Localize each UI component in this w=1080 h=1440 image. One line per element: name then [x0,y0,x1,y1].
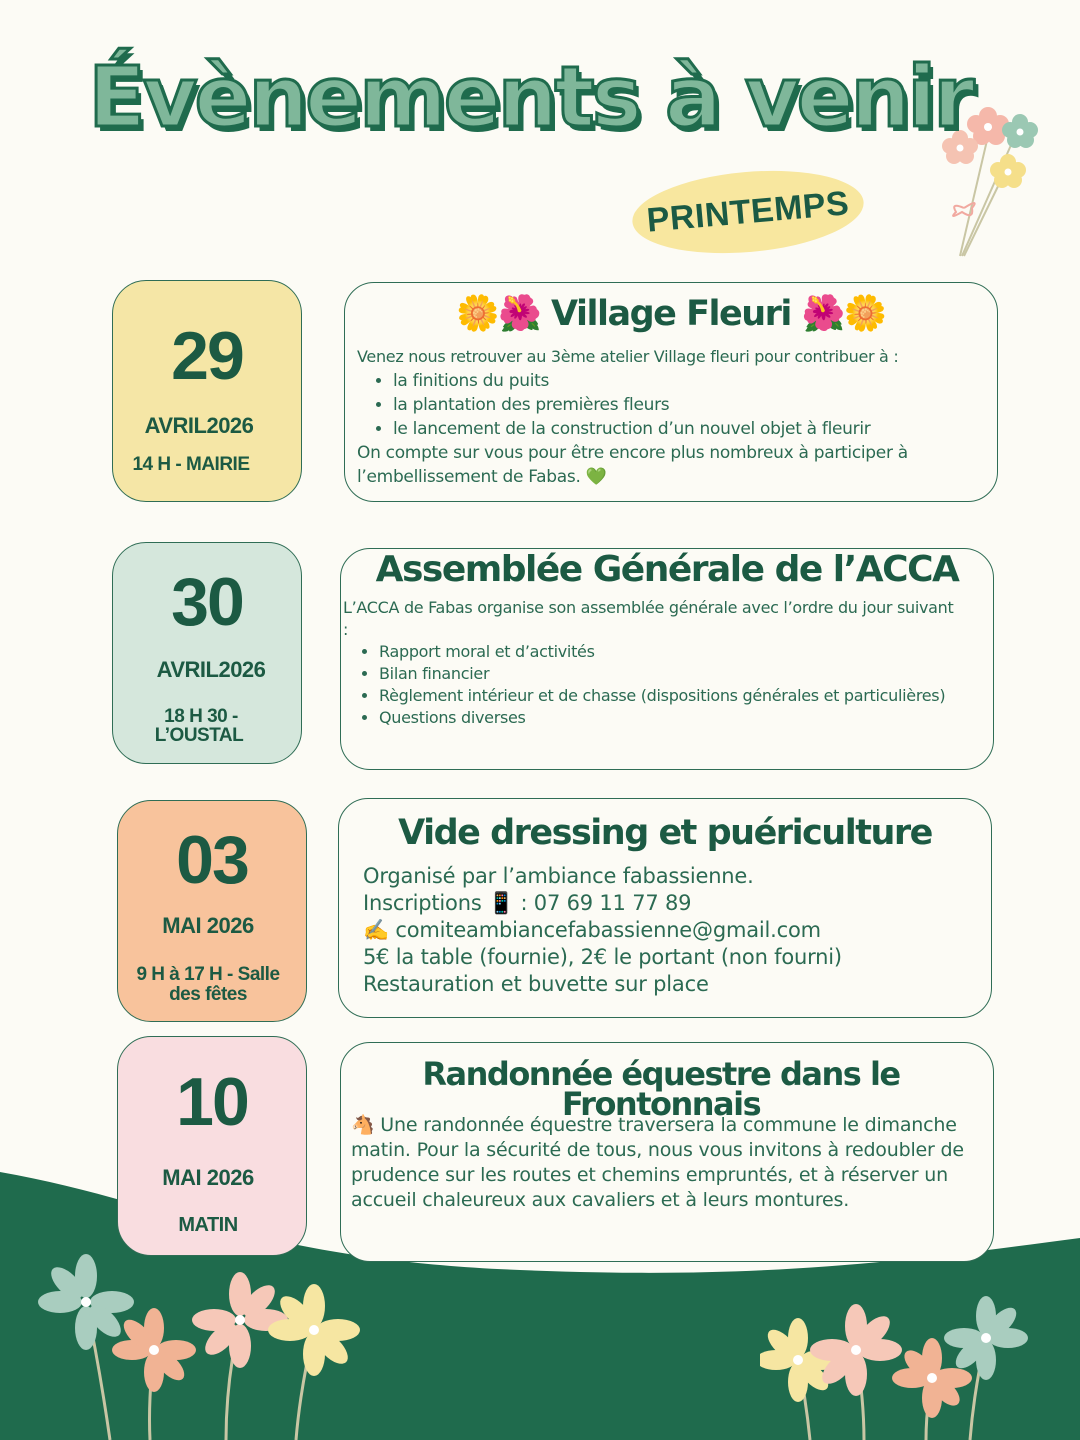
event-day: 29 [171,318,243,394]
event-card-3 [338,798,992,1018]
list-item: • Règlement intérieur et de chasse (dispositions générales et particulières) [379,685,963,707]
event-line: ✍️ comiteambiancefabassienne@gmail.com [363,918,821,942]
list-item: • la plantation des premières fleurs [393,393,987,417]
date-card-4 [117,1036,307,1256]
event-line: Inscriptions 📱 : 07 69 11 77 89 [363,891,692,915]
date-card-3 [117,800,307,1022]
event-line: Organisé par l’ambiance fabassienne. [363,864,754,888]
event-line: Restauration et buvette sur place [363,972,709,996]
event-list [357,369,987,441]
event-title: 🌼🌺 Village Fleuri 🌺🌼 [456,294,886,334]
event-day: 30 [171,564,243,640]
date-card-2 [112,542,302,764]
event-title: Vide dressing et puériculture [398,813,932,853]
event-list [343,641,963,729]
event-time-place-line1: 18 H 30 - [164,706,238,727]
event-time-place: MATIN [178,1214,238,1236]
event-month: MAI 2026 [162,1165,254,1190]
event-time-place-line1: 9 H à 17 H - Salle [136,964,280,985]
event-line: 5€ la table (fournie), 2€ le portant (non fourni) [363,945,842,969]
event-time-place: 14 H - MAIRIE [132,454,250,475]
event-month: AVRIL2026 [156,657,266,682]
event-month: AVRIL2026 [144,413,254,438]
list-item: • le lancement de la construction d’un nouvel objet à fleurir [393,417,987,441]
event-time-place-line2: L’OUSTAL [154,725,244,746]
season-badge: PRINTEMPS [629,162,867,262]
event-outro: On compte sur vous pour être encore plus nombreux à participer à l’embellissement de Fabas. 💚 [357,443,908,487]
event-day: 10 [176,1064,248,1140]
event-intro: L’ACCA de Fabas organise son assemblée générale avec l’ordre du jour suivant : [343,598,954,639]
flowers-right-illustration [760,1290,1060,1440]
page-title: Évènements à venir [88,48,972,146]
date-card-1 [112,280,302,502]
event-card-4 [340,1042,994,1262]
list-item: • Questions diverses [379,707,963,729]
list-item: • la finitions du puits [393,369,987,393]
flowers-left-illustration [30,1250,370,1440]
event-time-place-line2: des fêtes [169,984,247,1005]
event-month: MAI 2026 [162,913,254,938]
event-intro: Venez nous retrouver au 3ème atelier Village fleuri pour contribuer à : [357,347,899,366]
event-card-1 [344,282,998,502]
list-item: • Bilan financier [379,663,963,685]
event-day: 03 [176,822,248,898]
event-card-2 [340,548,994,770]
list-item: • Rapport moral et d’activités [379,641,963,663]
event-title: Assemblée Générale de l’ACCA [375,549,959,590]
event-text: 🐴 Une randonnée équestre traversera la commune le dimanche matin. Pour la sécurité de tous, nous vous invitons à redoubler de prudence sur les routes et chemins empruntés, et à réserver un accueil chaleureux aux cavaliers et à leurs montures. [351,1114,964,1211]
event-title: Randonnée équestre dans le Frontonnais [422,1055,900,1123]
